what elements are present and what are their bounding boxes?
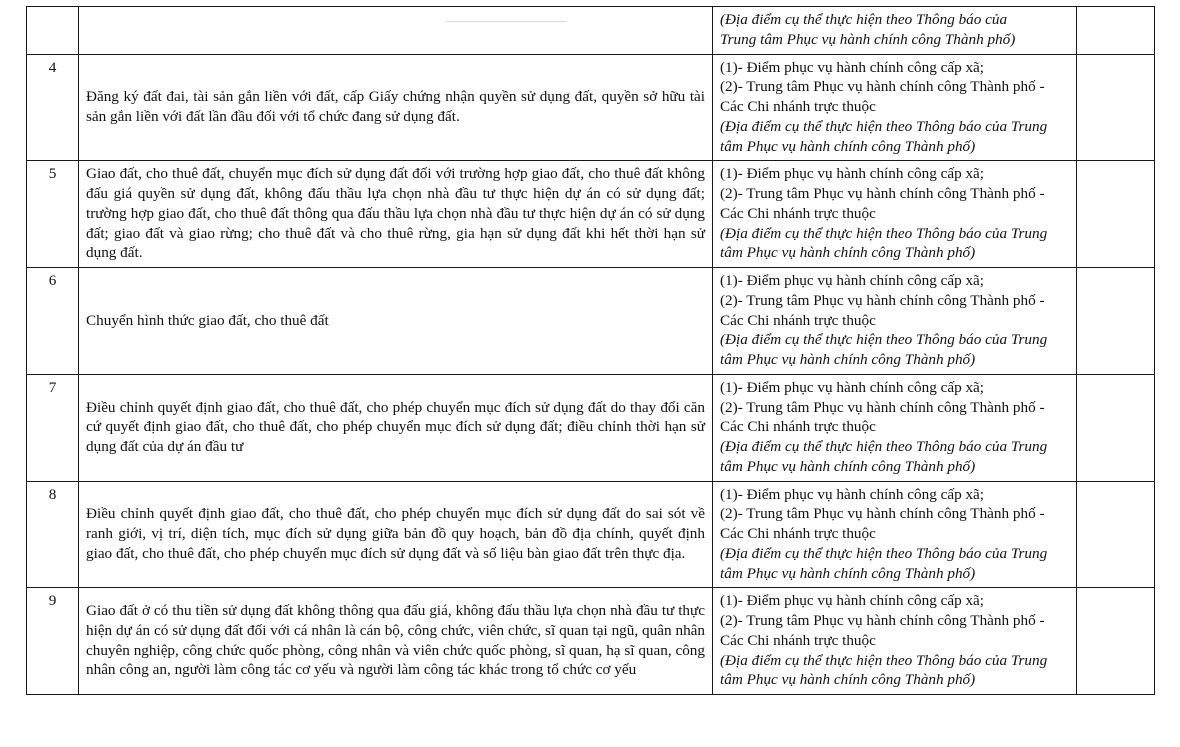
table-row-continuation bbox=[27, 7, 1155, 55]
place-line: (1)- Điểm phục vụ hành chính công cấp xã; bbox=[720, 272, 985, 289]
note-cell bbox=[1077, 481, 1155, 588]
table-body bbox=[27, 7, 1155, 695]
row-number-cell: 5 bbox=[27, 161, 79, 268]
table-row bbox=[27, 374, 1155, 481]
procedure-cell: Điều chỉnh quyết định giao đất, cho thuê đất, cho phép chuyển mục đích sử dụng đất do sai sót về ranh giới, vị trí, diện tích, mục đích sử dụng giữa bản đồ quy hoạch, bản đồ địa chính, quyết định giao đất, cho thuê đất, cho phép chuyển mục đích sử dụng đất và số liệu bàn giao đất trên thực địa. bbox=[79, 481, 713, 588]
procedure-cell: Đăng ký đất đai, tài sản gắn liền với đất, cấp Giấy chứng nhận quyền sử dụng đất, quyền sở hữu tài sản gắn liền với đất lần đầu đối với tổ chức đang sử dụng đất. bbox=[79, 54, 713, 161]
procedure-cell bbox=[79, 7, 713, 55]
place-cell bbox=[713, 268, 1077, 375]
table-row bbox=[27, 481, 1155, 588]
place-line: (Địa điểm cụ thể thực hiện theo Thông báo của Trung tâm Phục vụ hành chính công Thành phố) bbox=[720, 224, 1048, 262]
table-row bbox=[27, 161, 1155, 268]
note-cell bbox=[1077, 588, 1155, 695]
row-number-cell: 7 bbox=[27, 374, 79, 481]
place-cell bbox=[713, 588, 1077, 695]
place-line: Trung tâm Phục vụ hành chính công Thành phố) bbox=[720, 30, 1016, 48]
place-line: (Địa điểm cụ thể thực hiện theo Thông báo của Trung tâm Phục vụ hành chính công Thành phố) bbox=[720, 438, 1048, 475]
place-cell bbox=[713, 161, 1077, 268]
place-line: (Địa điểm cụ thể thực hiện theo Thông báo của Trung tâm Phục vụ hành chính công Thành phố) bbox=[720, 651, 1048, 689]
place-line: (Địa điểm cụ thể thực hiện theo Thông báo của Trung tâm Phục vụ hành chính công Thành phố) bbox=[720, 331, 1048, 368]
row-number-cell bbox=[27, 7, 79, 55]
place-line: (1)- Điểm phục vụ hành chính công cấp xã; bbox=[720, 165, 985, 183]
place-line: (1)- Điểm phục vụ hành chính công cấp xã; bbox=[720, 58, 985, 76]
place-line: (1)- Điểm phục vụ hành chính công cấp xã; bbox=[720, 485, 985, 503]
procedure-cell: Điều chỉnh quyết định giao đất, cho thuê đất, cho phép chuyển mục đích sử dụng đất do thay đổi căn cứ quyết định giao đất, cho thuê đất, cho phép chuyển mục đích sử dụng đất; điều chỉnh thời hạn sử dụng đất của dự án đầu tư bbox=[79, 374, 713, 481]
row-number-cell: 6 bbox=[27, 268, 79, 375]
table-row bbox=[27, 588, 1155, 695]
table-row bbox=[27, 268, 1155, 375]
place-cell bbox=[713, 7, 1077, 55]
procedure-cell: Giao đất ở có thu tiền sử dụng đất không thông qua đấu giá, không đấu thầu lựa chọn nhà đầu tư thực hiện dự án có sử dụng đất đối với cá nhân là cán bộ, công chức, viên chức, sĩ quan tại ngũ, quân nhân chuyên nghiệp, công chức quốc phòng, công nhân và viên chức quốc phòng, sĩ quan, hạ sĩ quan, công nhân công an, người làm công tác cơ yếu và người làm công tác khác trong tổ chức cơ yếu bbox=[79, 588, 713, 695]
note-cell bbox=[1077, 374, 1155, 481]
place-cell bbox=[713, 481, 1077, 588]
place-line: (Địa điểm cụ thể thực hiện theo Thông báo của bbox=[720, 11, 1008, 28]
place-line: (2)- Trung tâm Phục vụ hành chính công Thành phố - Các Chi nhánh trực thuộc bbox=[720, 291, 1045, 329]
note-cell bbox=[1077, 54, 1155, 161]
procedure-cell: Chuyển hình thức giao đất, cho thuê đất bbox=[79, 268, 713, 375]
place-line: (Địa điểm cụ thể thực hiện theo Thông báo của Trung tâm Phục vụ hành chính công Thành phố) bbox=[720, 544, 1048, 582]
place-line: (2)- Trung tâm Phục vụ hành chính công Thành phố - Các Chi nhánh trực thuộc bbox=[720, 398, 1045, 436]
administrative-procedures-table bbox=[26, 6, 1155, 695]
row-number-cell: 8 bbox=[27, 481, 79, 588]
place-cell bbox=[713, 374, 1077, 481]
note-cell bbox=[1077, 161, 1155, 268]
note-cell bbox=[1077, 7, 1155, 55]
procedure-cell: Giao đất, cho thuê đất, chuyển mục đích sử dụng đất đối với trường hợp giao đất, cho thuê đất không đấu giá quyền sử dụng đất, không đấu thầu lựa chọn nhà đầu tư thực hiện dự án có sử dụng đất; trường hợp giao đất, cho thuê đất thông qua đấu thầu lựa chọn nhà đầu tư thực hiện dự án có sử dụng đất; giao đất và giao rừng; cho thuê đất và cho thuê rừng, gia hạn sử dụng đất khi hết thời hạn sử dụng đất. bbox=[79, 161, 713, 268]
row-number-cell: 4 bbox=[27, 54, 79, 161]
row-number-cell: 9 bbox=[27, 588, 79, 695]
place-line: (2)- Trung tâm Phục vụ hành chính công Thành phố - Các Chi nhánh trực thuộc bbox=[720, 185, 1045, 222]
place-line: (2)- Trung tâm Phục vụ hành chính công Thành phố - Các Chi nhánh trực thuộc bbox=[720, 612, 1045, 649]
scan-artifact-mark bbox=[446, 21, 566, 22]
place-line: (1)- Điểm phục vụ hành chính công cấp xã; bbox=[720, 592, 985, 610]
place-line: (1)- Điểm phục vụ hành chính công cấp xã; bbox=[720, 378, 985, 396]
place-cell bbox=[713, 54, 1077, 161]
place-line: (2)- Trung tâm Phục vụ hành chính công Thành phố - Các Chi nhánh trực thuộc bbox=[720, 78, 1045, 115]
place-line: (Địa điểm cụ thể thực hiện theo Thông báo của Trung tâm Phục vụ hành chính công Thành phố) bbox=[720, 117, 1048, 155]
note-cell bbox=[1077, 268, 1155, 375]
place-line: (2)- Trung tâm Phục vụ hành chính công Thành phố - Các Chi nhánh trực thuộc bbox=[720, 505, 1045, 542]
table-row bbox=[27, 54, 1155, 161]
